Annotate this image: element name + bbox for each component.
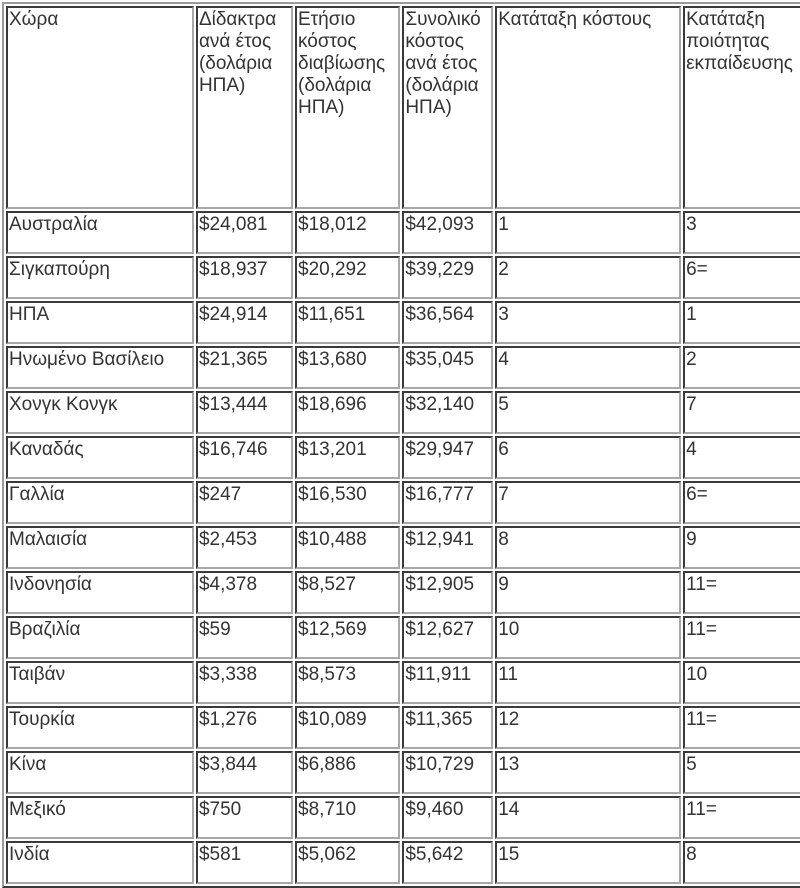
header-text-line: διαβίωσης — [298, 53, 386, 74]
cell-quality-rank: 6= — [683, 481, 800, 524]
header-text-line: Ετήσιο — [298, 9, 356, 30]
header-text-line: Κατάταξη — [686, 9, 766, 30]
cell-tuition: $13,444 — [196, 391, 293, 434]
cell-tuition: $4,378 — [196, 571, 293, 614]
cell-total-cost: $36,564 — [402, 301, 493, 344]
cell-cost-rank: 7 — [495, 481, 681, 524]
header-text-line: (δολάρια — [405, 75, 479, 96]
header-text-line: ανά έτος — [405, 53, 478, 74]
header-text-line: (δολάρια — [198, 53, 273, 74]
cell-living-cost: $13,201 — [295, 436, 400, 479]
cell-quality-rank: 11= — [683, 706, 800, 749]
cell-total-cost: $29,947 — [402, 436, 493, 479]
cell-total-cost: $42,093 — [402, 211, 493, 254]
cell-total-cost: $32,140 — [402, 391, 493, 434]
cell-quality-rank: 1 — [683, 301, 800, 344]
cell-tuition: $750 — [196, 796, 293, 839]
cell-country: Ινδονησία — [6, 571, 194, 614]
table-row — [6, 571, 800, 614]
cell-living-cost: $8,527 — [295, 571, 400, 614]
cell-quality-rank: 10 — [683, 661, 800, 704]
cell-country: Ταιβάν — [6, 661, 194, 704]
table-body — [6, 211, 800, 884]
column-header-total-cost — [402, 6, 493, 209]
cell-cost-rank: 15 — [495, 841, 681, 884]
table-row — [6, 796, 800, 839]
cell-living-cost: $18,696 — [295, 391, 400, 434]
cell-cost-rank: 14 — [495, 796, 681, 839]
table-row — [6, 346, 800, 389]
header-text-line: (δολάρια — [298, 75, 372, 96]
cell-total-cost: $12,627 — [402, 616, 493, 659]
cell-quality-rank: 3 — [683, 211, 800, 254]
header-text-line: ΗΠΑ) — [405, 97, 452, 118]
cell-cost-rank: 5 — [495, 391, 681, 434]
cell-total-cost: $35,045 — [402, 346, 493, 389]
cell-quality-rank: 6= — [683, 256, 800, 299]
cell-quality-rank: 9 — [683, 526, 800, 569]
column-header-cost-rank — [495, 6, 681, 209]
cell-cost-rank: 6 — [495, 436, 681, 479]
cell-quality-rank: 4 — [683, 436, 800, 479]
cell-quality-rank: 11= — [683, 571, 800, 614]
cell-tuition: $24,914 — [196, 301, 293, 344]
table-row — [6, 301, 800, 344]
cell-living-cost: $16,530 — [295, 481, 400, 524]
table-row — [6, 526, 800, 569]
cell-tuition: $3,844 — [196, 751, 293, 794]
header-text-line: κόστος — [298, 31, 357, 52]
cell-total-cost: $11,365 — [402, 706, 493, 749]
cell-living-cost: $13,680 — [295, 346, 400, 389]
cell-living-cost: $6,886 — [295, 751, 400, 794]
cell-living-cost: $10,089 — [295, 706, 400, 749]
table-row — [6, 391, 800, 434]
header-text-line: εκπαίδευσης — [686, 53, 793, 74]
cell-total-cost: $39,229 — [402, 256, 493, 299]
cell-quality-rank: 11= — [683, 616, 800, 659]
cell-cost-rank: 12 — [495, 706, 681, 749]
header-text-line: Συνολικό — [405, 9, 481, 30]
cell-tuition: $2,453 — [196, 526, 293, 569]
cell-quality-rank: 11= — [683, 796, 800, 839]
cell-cost-rank: 10 — [495, 616, 681, 659]
cell-country: Ηνωμένο Βασίλειο — [6, 346, 194, 389]
cell-country: Μεξικό — [6, 796, 194, 839]
cost-of-study-table — [2, 2, 800, 888]
cell-tuition: $3,338 — [196, 661, 293, 704]
table-row — [6, 481, 800, 524]
cell-quality-rank: 2 — [683, 346, 800, 389]
table-container — [2, 2, 800, 888]
cell-country: Μαλαισία — [6, 526, 194, 569]
header-text-line: ανά έτος — [198, 31, 272, 52]
header-text-line: Χώρα — [9, 9, 59, 30]
cell-tuition: $16,746 — [196, 436, 293, 479]
cell-total-cost: $12,905 — [402, 571, 493, 614]
table-row — [6, 751, 800, 794]
cell-cost-rank: 3 — [495, 301, 681, 344]
header-text-line: ποιότητας — [686, 31, 770, 52]
cell-country: Τουρκία — [6, 706, 194, 749]
cell-country: Καναδάς — [6, 436, 194, 479]
cell-cost-rank: 4 — [495, 346, 681, 389]
header-row — [6, 6, 800, 209]
cell-living-cost: $20,292 — [295, 256, 400, 299]
header-text-line: ΗΠΑ) — [198, 75, 246, 96]
cell-quality-rank: 5 — [683, 751, 800, 794]
cell-cost-rank: 13 — [495, 751, 681, 794]
column-header-tuition — [196, 6, 293, 209]
cell-cost-rank: 1 — [495, 211, 681, 254]
cell-country: ΗΠΑ — [6, 301, 194, 344]
cell-total-cost: $5,642 — [402, 841, 493, 884]
column-header-country — [6, 6, 194, 209]
cell-cost-rank: 11 — [495, 661, 681, 704]
cell-living-cost: $18,012 — [295, 211, 400, 254]
cell-total-cost: $16,777 — [402, 481, 493, 524]
cell-tuition: $247 — [196, 481, 293, 524]
cell-total-cost: $12,941 — [402, 526, 493, 569]
cell-total-cost: $11,911 — [402, 661, 493, 704]
cell-living-cost: $5,062 — [295, 841, 400, 884]
cell-cost-rank: 8 — [495, 526, 681, 569]
cell-country: Κίνα — [6, 751, 194, 794]
cell-cost-rank: 2 — [495, 256, 681, 299]
cell-country: Χονγκ Κονγκ — [6, 391, 194, 434]
header-text-line: Δίδακτρα — [198, 9, 277, 30]
table-row — [6, 256, 800, 299]
cell-tuition: $24,081 — [196, 211, 293, 254]
cell-living-cost: $10,488 — [295, 526, 400, 569]
column-header-living-cost — [295, 6, 400, 209]
cell-total-cost: $9,460 — [402, 796, 493, 839]
cell-cost-rank: 9 — [495, 571, 681, 614]
cell-total-cost: $10,729 — [402, 751, 493, 794]
column-header-quality-rank — [683, 6, 800, 209]
table-row — [6, 616, 800, 659]
cell-country: Αυστραλία — [6, 211, 194, 254]
cell-tuition: $21,365 — [196, 346, 293, 389]
cell-quality-rank: 7 — [683, 391, 800, 434]
table-row — [6, 706, 800, 749]
cell-living-cost: $12,569 — [295, 616, 400, 659]
cell-country: Γαλλία — [6, 481, 194, 524]
table-row — [6, 661, 800, 704]
header-text-line: ΗΠΑ) — [298, 97, 345, 118]
table-row — [6, 436, 800, 479]
cell-country: Ινδία — [6, 841, 194, 884]
table-row — [6, 841, 800, 884]
cell-tuition: $18,937 — [196, 256, 293, 299]
cell-country: Βραζιλία — [6, 616, 194, 659]
cell-quality-rank: 8 — [683, 841, 800, 884]
cell-tuition: $59 — [196, 616, 293, 659]
header-text-line: κόστος — [405, 31, 464, 52]
cell-tuition: $1,276 — [196, 706, 293, 749]
cell-tuition: $581 — [196, 841, 293, 884]
cell-living-cost: $11,651 — [295, 301, 400, 344]
header-text-line: Κατάταξη κόστους — [498, 9, 652, 30]
table-row — [6, 211, 800, 254]
cell-living-cost: $8,710 — [295, 796, 400, 839]
cell-country: Σιγκαπούρη — [6, 256, 194, 299]
cell-living-cost: $8,573 — [295, 661, 400, 704]
